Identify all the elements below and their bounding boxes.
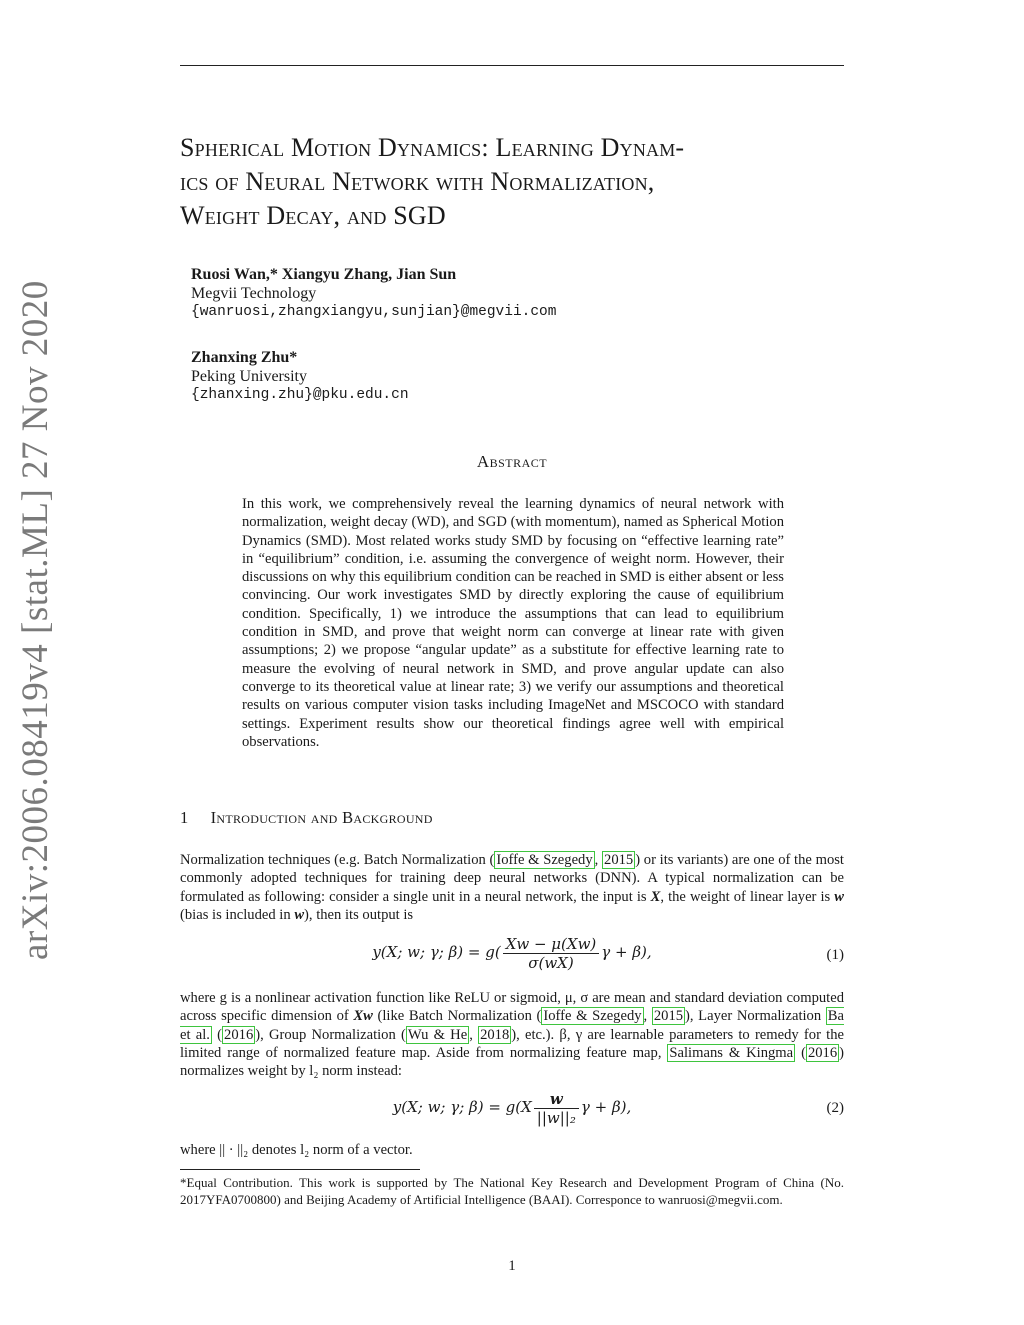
intro-paragraph-3: where || · ||₂ denotes l₂ norm of a vector. xyxy=(180,1142,413,1158)
title-line: Spherical Motion Dynamics: Learning Dynam- xyxy=(180,133,685,162)
author-email[interactable]: {zhanxing.zhu}@pku.edu.cn xyxy=(191,387,409,403)
equation-number: (2) xyxy=(826,1100,844,1116)
citation-link[interactable]: 2015 xyxy=(653,1008,684,1025)
citation-link[interactable]: Salimans & Kingma xyxy=(669,1044,794,1061)
citation-link[interactable]: 2018 xyxy=(480,1026,510,1043)
author-block-1 xyxy=(191,265,556,322)
author-affiliation: Megvii Technology xyxy=(191,285,317,302)
abstract-heading: Abstract xyxy=(476,452,548,471)
citation-link[interactable]: Wu & He xyxy=(407,1026,468,1043)
abstract-text: In this work, we comprehensively reveal the learning dynamics of neural network with normalization, weight decay (WD), and SGD (with momentum), named as Spherical Motion Dynamics (SMD). Most related works study SMD by focusing on “effective learning rate” in “equilibrium” condition, i.e. assuming the convergence of weight norm. However, their discussions on why this equilibrium condition can be reached in SMD is either absent or less convincing. Our work investigates SMD by directly exploring the cause of equilibrium condition. Specifically, 1) we introduce the assumptions that can lead to equilibrium condition in SMD, and prove that weight norm can converge at linear rate with given assumptions; 2) we propose “angular update” as a substitute for effective learning rate to measure the evolving of neural network in SMD, and prove angular update can also converge to its theoretical value at linear rate; 3) we verify our assumptions and theoretical results on various computer vision tasks including ImageNet and MSCOCO with standard settings. Experiment results show our theoretical findings agree well with empirical observations. xyxy=(242,496,784,750)
intro-paragraph-2: where g is a nonlinear activation function like ReLU or sigmoid, μ, σ are mean and standard deviation computed across specific dimension of Xw (like Batch Normalization ( Ioffe & Szegedy , 2015 ), Layer Normalization Ba et al. ( 2016 ), Group Normalization ( Wu & He , 2018 ), etc.). β, γ are learnable parameters to remedy for the limited range of normalized feature map. Aside from normalizing feature map, Salimans & Kingma ( 2016 ) normalizes weight by l₂ norm instead: xyxy=(180,990,845,1080)
citation-link[interactable]: 2016 xyxy=(807,1044,838,1061)
citation-link[interactable]: Ioffe & Szegedy xyxy=(543,1008,642,1025)
author-email[interactable]: {wanruosi,zhangxiangyu,sunjian}@megvii.com xyxy=(191,304,557,320)
arxiv-stamp: arXiv:2006.08419v4 [stat.ML] 27 Nov 2020 xyxy=(15,280,56,960)
section-number: 1 xyxy=(180,808,189,827)
intro-paragraph-1: Normalization techniques (e.g. Batch Normalization ( Ioffe & Szegedy , 2015 ) or its variants) are one of the most commonly adopted techniques for training deep neural networks (DNN). A typical normalization can be formulated as following: consider a single unit in a neural network, the input is X, the weight of linear layer is w (bias is included in w), then its output is xyxy=(180,852,845,923)
author-block-2 xyxy=(191,348,409,405)
page-number: 1 xyxy=(508,1258,516,1274)
footnote-rule xyxy=(180,1169,420,1170)
footnote: *Equal Contribution. This work is supported by The National Key Research and Development Program of China (No. 2017YFA0700800) and Beijing Academy of Artificial Intelligence (BAAI). Corresponce to wanruosi@megvii.com. xyxy=(180,1175,844,1207)
citation-link[interactable]: 2015 xyxy=(604,852,634,868)
author-names: Zhanxing Zhu* xyxy=(191,349,298,366)
equation-2: y(X; w; γ; β) = g(X $\frac{w}{\text{||w||₂}}$ γ + β), (2) xyxy=(392,1090,844,1127)
title-line: Weight Decay, and SGD xyxy=(180,201,446,230)
equation-1: y(X; w; γ; β) = g( $\frac{Xw - \mu(Xw)}{\sigma(wX)}$ γ + β), (1) xyxy=(372,935,844,972)
equation-number: (1) xyxy=(826,947,844,963)
author-affiliation: Peking University xyxy=(191,368,307,385)
top-rule xyxy=(180,65,844,66)
citation-link[interactable]: Ba et al. xyxy=(180,1008,845,1043)
section-title: Introduction and Background xyxy=(210,808,433,827)
author-names: Ruosi Wan,* Xiangyu Zhang, Jian Sun xyxy=(191,266,457,283)
title-line: ics of Neural Network with Normalization, xyxy=(180,167,655,196)
paper-title xyxy=(180,131,860,233)
section-heading xyxy=(180,808,433,828)
citation-link[interactable]: 2016 xyxy=(224,1026,254,1043)
citation-link[interactable]: Ioffe & Szegedy xyxy=(496,852,593,868)
